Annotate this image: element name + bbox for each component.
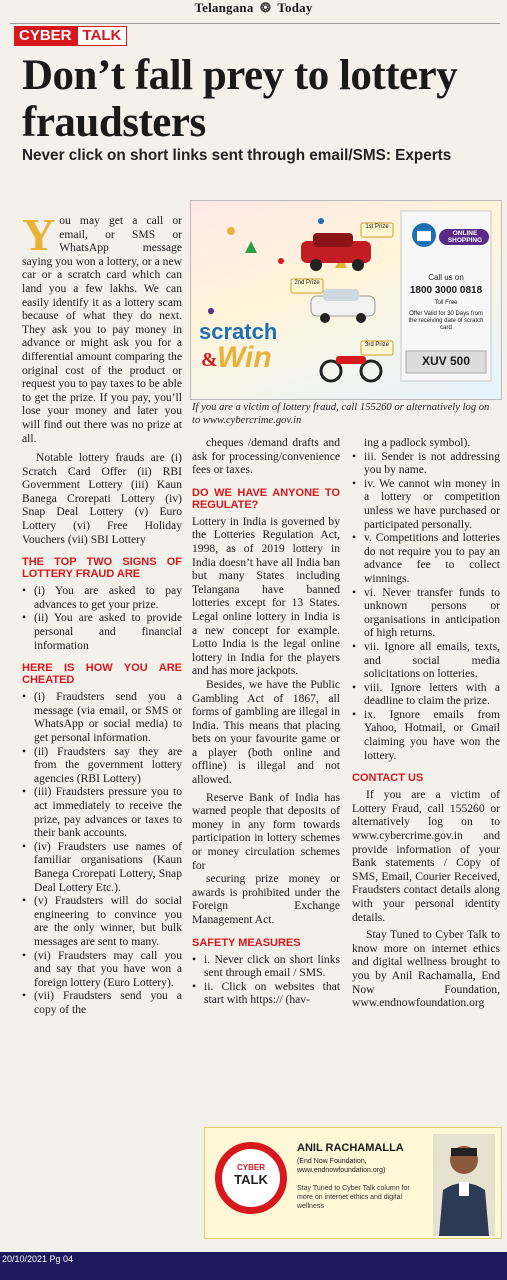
phone-number: 1800 3000 0818 <box>409 285 483 296</box>
badge-talk: TALK <box>77 26 128 46</box>
print-date: 20/10/2021 Pg 04 <box>2 1254 74 1264</box>
regulation-paragraph: Lottery in India is governed by the Lotteries Regulation Act, 1998, as of 2019 lottery in India doesn’t have all India ban but many States including Telangana have banned lotteries except for 13 States. Legal online lottery in India is a new concept for example. Lotto India is the legal online lottery in India for the players and has more jackpots. <box>192 514 340 678</box>
gambling-act-paragraph: Besides, we have the Public Gambling Act of 1867, all forms of gambling are illegal in India. This means that placing bets on your favourite game or a player (both online and offline) is illegal and not allowed. <box>192 677 340 787</box>
drop-cap: Y <box>22 209 56 260</box>
list-item: • vi. Never transfer funds to unknown persons or organisations in anticipation of high returns. <box>352 586 500 640</box>
continued-text: ing a padlock symbol). <box>364 436 471 449</box>
contact-heading: CONTACT US <box>352 772 424 785</box>
subhead: Never click on short links sent through email/SMS: Experts <box>22 147 452 164</box>
scratch-text: scratch <box>199 319 278 344</box>
author-name: ANIL RACHAMALLA <box>297 1142 404 1154</box>
column-tagline: Stay Tuned to Cyber Talk column for more on internet ethics and digital wellness <box>297 1185 410 1210</box>
image-caption: If you are a victim of lottery fraud, call 155260 or alternatively log on to www.cybercrime.gov.in <box>192 402 490 426</box>
logo-talk: TALK <box>234 1172 268 1187</box>
badge-cyber: CYBER <box>14 26 77 46</box>
headline: Don’t fall prey to lottery fraudsters <box>22 52 458 146</box>
list-item: • (iv) Fraudsters use names of familiar organisations (Kaun Banega Crorepati Lottery, Snap Deal Lottery Etc.). <box>22 840 182 894</box>
list-item: • viii. Ignore letters with a deadline to claim the prize. <box>352 681 500 708</box>
list-item: • (vii) Fraudsters send you a copy of the <box>22 989 182 1016</box>
list-item: • (i) You are asked to pay advances to get your prize. <box>22 584 182 611</box>
author-photo <box>433 1134 495 1236</box>
safety-list <box>192 953 340 1007</box>
call-us-text: Call us on <box>428 273 464 282</box>
masthead-emblem-icon: ❂ <box>260 0 272 15</box>
closing-paragraph: Stay Tuned to Cyber Talk to know more on internet ethics and digital wellness brought to you by Anil Rachamalla, End Now Foundation, www.endnowfoundation.org <box>352 928 500 1010</box>
contact-paragraph: If you are a victim of Lottery Fraud, call 155260 or alternatively log on to www.cybercrime.gov.in and provide information of your Bank statements / Copy of SMS, Email, Courier Received, Fraudsters contact details along with your personal identity details. <box>352 788 500 924</box>
list-item: • ii. Click on websites that start with https:// (hav- <box>192 980 340 1007</box>
prize-3-label: 3rd Prize <box>364 342 389 348</box>
list-item: • (ii) You are asked to provide personal and financial information <box>22 611 182 652</box>
cheated-list <box>22 690 182 1016</box>
column-1 <box>22 209 183 1016</box>
masthead <box>0 0 507 16</box>
column-2 <box>192 436 340 1007</box>
list-item: • iv. We cannot win money in a lottery or competition unless we have purchased or participated personally. <box>352 477 500 531</box>
cyber-talk-badge <box>14 26 127 46</box>
amp-text: & <box>201 349 218 371</box>
logo-cyber: CYBER <box>236 1163 265 1172</box>
list-item: • vii. Ignore all emails, texts, and social media solicitations on lotteries. <box>352 640 500 681</box>
list-item: • (v) Fraudsters will do social engineering to convince you are the only winner, but bulk messages are sent to many. <box>22 894 182 948</box>
list-item: • (i) Fraudsters send you a message (via email, or SMS or WhatsApp or social media) to get personal information. <box>22 690 182 744</box>
safety-list-continued <box>352 450 500 763</box>
toll-free-text: Toll Free <box>434 300 458 306</box>
signs-heading: THE TOP TWO SIGNS OF LOTTERY FRAUD ARE <box>22 556 182 581</box>
list-item: • (ii) Fraudsters say they are from the government lottery agencies (RBI Lottery) <box>22 745 182 786</box>
safety-heading: SAFETY MEASURES <box>192 936 301 949</box>
signs-list <box>22 584 182 652</box>
cheated-heading: HERE IS HOW YOU ARE CHEATED <box>22 662 182 687</box>
fema-paragraph: securing prize money or awards is prohibited under the Foreign Exchange Management Act. <box>192 872 340 926</box>
prize-1-label: 1st Prize <box>365 224 389 230</box>
intro-paragraph: You may get a call or email, or SMS or WhatsApp message saying you won a lottery, or a new car or a scratch card which can land you a few lakhs. We can easily identify it as a lottery scam because of what they do next. They ask you to pay money in advance or might ask you for a differential amount comparing the original cost of the product or request you to pay taxes to be able to get the prize. If you pay, you’ll lose your money and later you will find out there was no prize at all. <box>22 209 183 445</box>
column-3 <box>352 436 500 1010</box>
notable-frauds-paragraph: Notable lottery frauds are (i) Scratch Card Offer (ii) RBI Government Lottery (iii) Kaun Banega Crorepati Lottery (iv) Snap Deal Lottery (v) Euro Lottery (vi) Free Holiday Vouchers (vii) SBI Lottery <box>22 451 182 546</box>
car-model: XUV 500 <box>421 354 471 368</box>
regulate-heading: DO WE HAVE ANYONE TO REGULATE? <box>192 486 340 511</box>
scratch-win-advertisement <box>190 200 502 400</box>
list-item: • iii. Sender is not addressing you by name. <box>352 450 500 477</box>
continued-text: cheques /demand drafts and ask for processing/convenience fees or taxes. <box>192 436 340 477</box>
status-bar <box>0 1252 507 1280</box>
masthead-left: Telangana <box>194 0 254 15</box>
list-item: • (iii) Fraudsters pressure you to act immediately to receive the prize, pay advances or taxes to their bank accounts. <box>22 785 182 839</box>
online-shopping-text: ONLINE SHOPPING <box>447 230 483 244</box>
masthead-right: Today <box>277 0 313 15</box>
list-item: • v. Competitions and lotteries do not require you to pay an advance fee to collect winnings. <box>352 531 500 585</box>
author-org: (End Now Foundation, www.endnowfoundation.org) <box>297 1158 386 1174</box>
win-text: Win <box>217 341 272 374</box>
list-item: • (vi) Fraudsters may call you and say that you have won a foreign lottery (Euro Lottery). <box>22 949 182 990</box>
rbi-paragraph: Reserve Bank of India has warned people that deposits of money in any form towards participation in lottery schemes or money circulation schemes for <box>192 790 340 872</box>
cyber-talk-logo <box>215 1142 287 1214</box>
list-item: • ix. Ignore emails from Yahoo, Hotmail, or Gmail claiming you have won the lottery. <box>352 708 500 762</box>
prize-2-label: 2nd Prize <box>294 280 320 286</box>
list-item: • i. Never click on short links sent through email / SMS. <box>192 953 340 980</box>
author-promo-box <box>204 1127 502 1239</box>
top-rule <box>10 23 500 24</box>
offer-text: Offer Valid for 30 Days from the receiving date of scratch card <box>408 311 484 331</box>
